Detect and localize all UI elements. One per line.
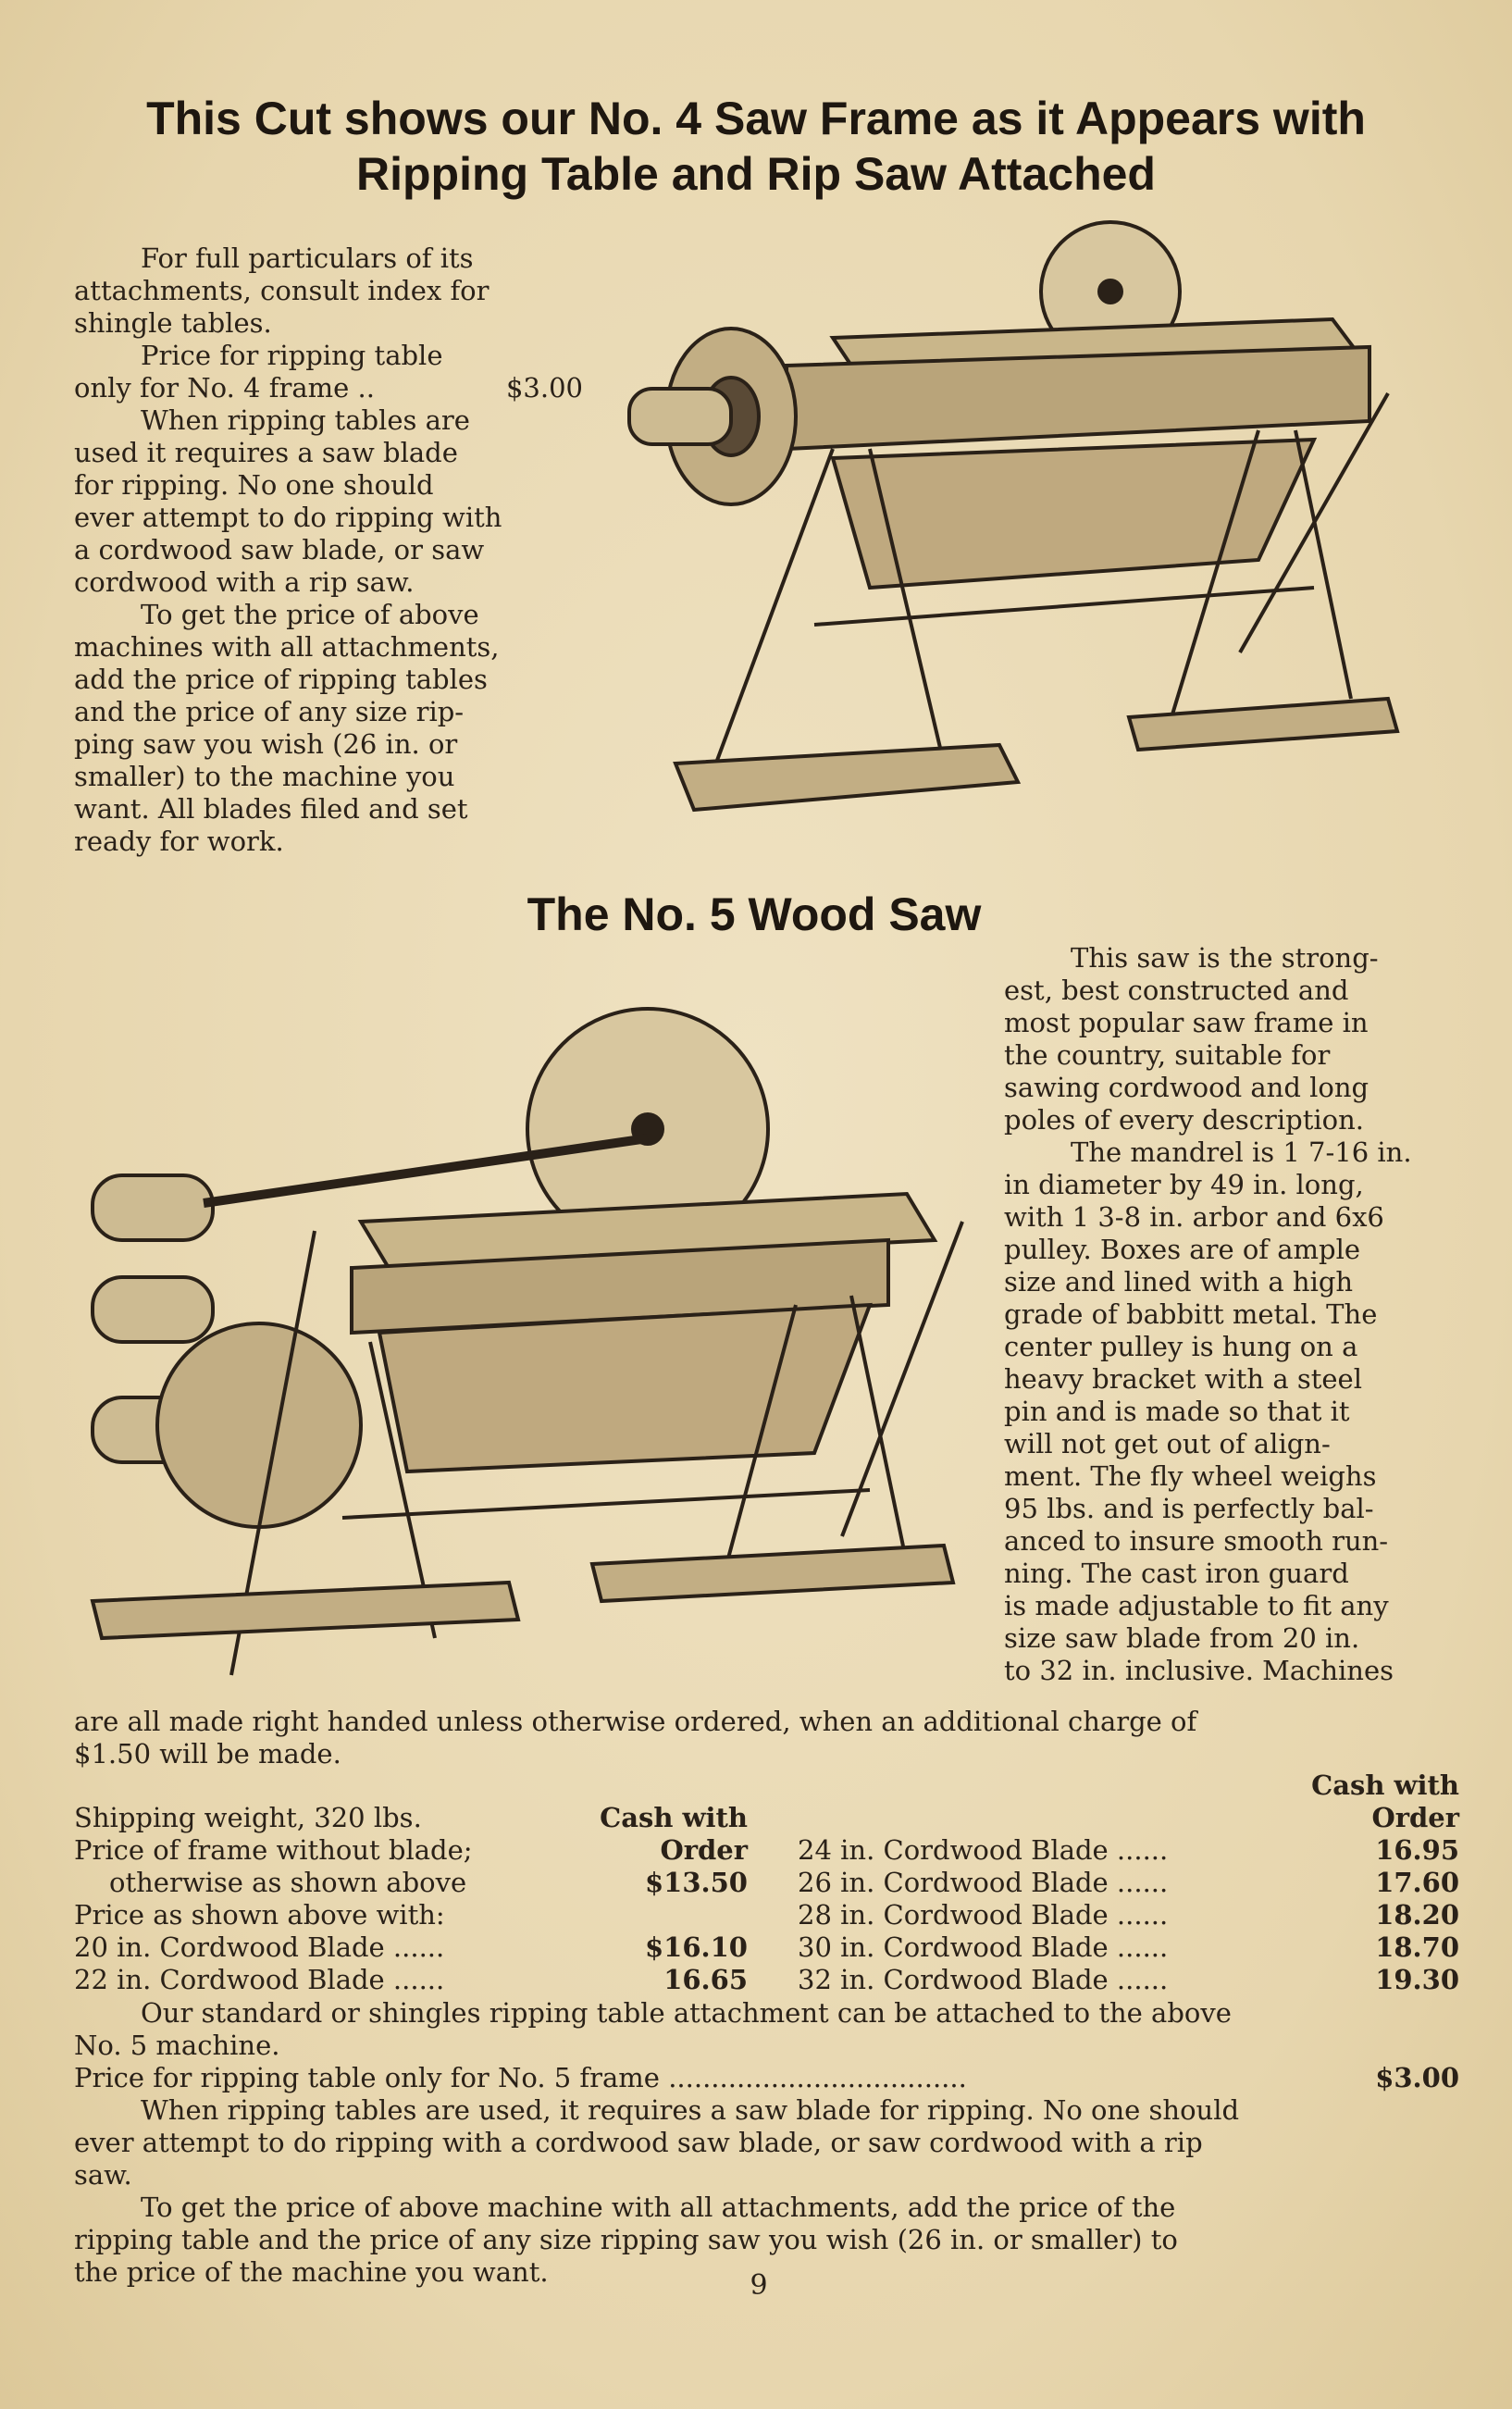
no4-line: For full particulars of its [141, 242, 474, 274]
no5-description [1004, 942, 1459, 1687]
frame-otherwise: otherwise as shown above [109, 1867, 467, 1898]
heading-line-1: This Cut shows our No. 4 Saw Frame as it Appears with [146, 93, 1366, 144]
no5-full-line-2: $1.50 will be made. [74, 1738, 341, 1769]
no5-line: size saw blade from 20 in. [1004, 1622, 1360, 1654]
right-item-label: 24 in. Cordwood Blade ...... [798, 1834, 1169, 1866]
right-item-price: 19.30 [1375, 1964, 1459, 1995]
cash-header-left-2: Order [660, 1834, 748, 1866]
no5-title: The No. 5 Wood Saw [527, 888, 982, 940]
no4-line: cordwood with a rip saw. [74, 566, 415, 598]
no4-line: machines with all attachments, [74, 631, 500, 663]
no4-line: ping saw you wish (26 in. or [74, 728, 458, 760]
no5-full-line-1: are all made right handed unless otherwise ordered, when an additional charge of [74, 1706, 1197, 1737]
no4-price-label: only for No. 4 frame .. [74, 372, 375, 404]
right-item-price: 18.20 [1375, 1899, 1459, 1931]
cash-header-right-2: Order [1371, 1802, 1459, 1833]
no4-line: To get the price of above [141, 599, 479, 630]
no5-line: heavy bracket with a steel [1004, 1363, 1362, 1395]
no5-line: pin and is made so that it [1004, 1396, 1350, 1427]
left-item-label: 22 in. Cordwood Blade ...... [74, 1964, 445, 1995]
no5-line: is made adjustable to fit any [1004, 1590, 1389, 1621]
bottom-line: saw. [74, 2159, 132, 2191]
no5-line: size and lined with a high [1004, 1266, 1354, 1298]
no5-line: in diameter by 49 in. long, [1004, 1169, 1364, 1200]
right-item-label: 30 in. Cordwood Blade ...... [798, 1931, 1169, 1963]
bottom-price-value: $3.00 [1375, 2062, 1459, 2093]
no4-line: Price for ripping table [141, 340, 443, 371]
bottom-line: When ripping tables are used, it requires a saw blade for ripping. No one should [141, 2094, 1240, 2126]
frame-without-price: $13.50 [645, 1867, 748, 1898]
page-number: 9 [750, 2269, 768, 2302]
heading-line-2: Ripping Table and Rip Saw Attached [356, 148, 1156, 200]
bottom-price-line [74, 2062, 1459, 2094]
no5-line: center pulley is hung on a [1004, 1331, 1358, 1362]
page-heading [56, 91, 1456, 202]
no4-saw-frame-illustration [592, 217, 1462, 884]
no5-line: most popular saw frame in [1004, 1007, 1369, 1038]
no5-line: sawing cordwood and long [1004, 1072, 1369, 1103]
bottom-section [74, 1997, 1459, 2289]
no5-line: ning. The cast iron guard [1004, 1558, 1349, 1589]
no5-line: pulley. Boxes are of ample [1004, 1234, 1361, 1265]
shipping-weight: Shipping weight, 320 lbs. [74, 1802, 422, 1833]
no4-line: add the price of ripping tables [74, 664, 488, 695]
no4-line: for ripping. No one should [74, 469, 434, 501]
no4-line: a cordwood saw blade, or saw [74, 534, 485, 565]
no5-line: grade of babbitt metal. The [1004, 1298, 1378, 1330]
no5-line: will not get out of align- [1004, 1428, 1331, 1459]
right-item-price: 18.70 [1375, 1931, 1459, 1963]
left-item-price: 16.65 [663, 1964, 748, 1995]
no5-line: The mandrel is 1 7-16 in. [1071, 1136, 1412, 1168]
no5-line: This saw is the strong- [1071, 942, 1379, 974]
bottom-price-label: Price for ripping table only for No. 5 frame ................................... [74, 2062, 967, 2093]
no5-line: est, best constructed and [1004, 975, 1349, 1006]
no4-price-line [74, 372, 583, 404]
bottom-line: ripping table and the price of any size ripping saw you wish (26 in. or smaller) to [74, 2224, 1178, 2255]
right-item-label: 26 in. Cordwood Blade ...... [798, 1867, 1169, 1898]
no5-line: to 32 in. inclusive. Machines [1004, 1655, 1394, 1686]
no4-line: ready for work. [74, 826, 284, 857]
bottom-line: To get the price of above machine with all attachments, add the price of the [141, 2192, 1176, 2223]
no5-line: anced to insure smooth run- [1004, 1525, 1389, 1557]
no5-line: with 1 3-8 in. arbor and 6x6 [1004, 1201, 1384, 1233]
right-item-label: 32 in. Cordwood Blade ...... [798, 1964, 1169, 1995]
cash-header-right-1: Cash with [1311, 1769, 1459, 1801]
no4-line: When ripping tables are [141, 404, 470, 436]
no5-line: ment. The fly wheel weighs [1004, 1460, 1377, 1492]
cash-header-left-1: Cash with [600, 1802, 748, 1833]
bottom-line: No. 5 machine. [74, 2030, 280, 2061]
bottom-line: Our standard or shingles ripping table attachment can be attached to the above [141, 1997, 1232, 2029]
price-as-shown: Price as shown above with: [74, 1899, 445, 1931]
left-item-label: 20 in. Cordwood Blade ...... [74, 1931, 445, 1963]
no5-line: the country, suitable for [1004, 1039, 1331, 1071]
right-item-label: 28 in. Cordwood Blade ...... [798, 1899, 1169, 1931]
no4-line: ever attempt to do ripping with [74, 502, 502, 533]
frame-without-blade: Price of frame without blade; [74, 1834, 473, 1866]
no5-continuation [74, 1706, 1459, 1770]
no4-line: and the price of any size rip- [74, 696, 465, 727]
no4-line: used it requires a saw blade [74, 437, 458, 468]
bottom-line: the price of the machine you want. [74, 2256, 549, 2288]
no4-description [74, 242, 583, 858]
right-item-price: 16.95 [1375, 1834, 1459, 1866]
no5-line: poles of every description. [1004, 1104, 1364, 1136]
no4-line: want. All blades filed and set [74, 793, 468, 825]
no4-price-value: $3.00 [505, 372, 583, 404]
no5-line: 95 lbs. and is perfectly bal- [1004, 1493, 1374, 1524]
right-item-price: 17.60 [1375, 1867, 1459, 1898]
no5-wood-saw-illustration [74, 990, 999, 1712]
no4-line: smaller) to the machine you [74, 761, 455, 792]
left-item-price: $16.10 [645, 1931, 748, 1963]
bottom-line: ever attempt to do ripping with a cordwood saw blade, or saw cordwood with a rip [74, 2127, 1203, 2158]
no4-line: attachments, consult index for [74, 275, 490, 306]
no4-line: shingle tables. [74, 307, 272, 339]
